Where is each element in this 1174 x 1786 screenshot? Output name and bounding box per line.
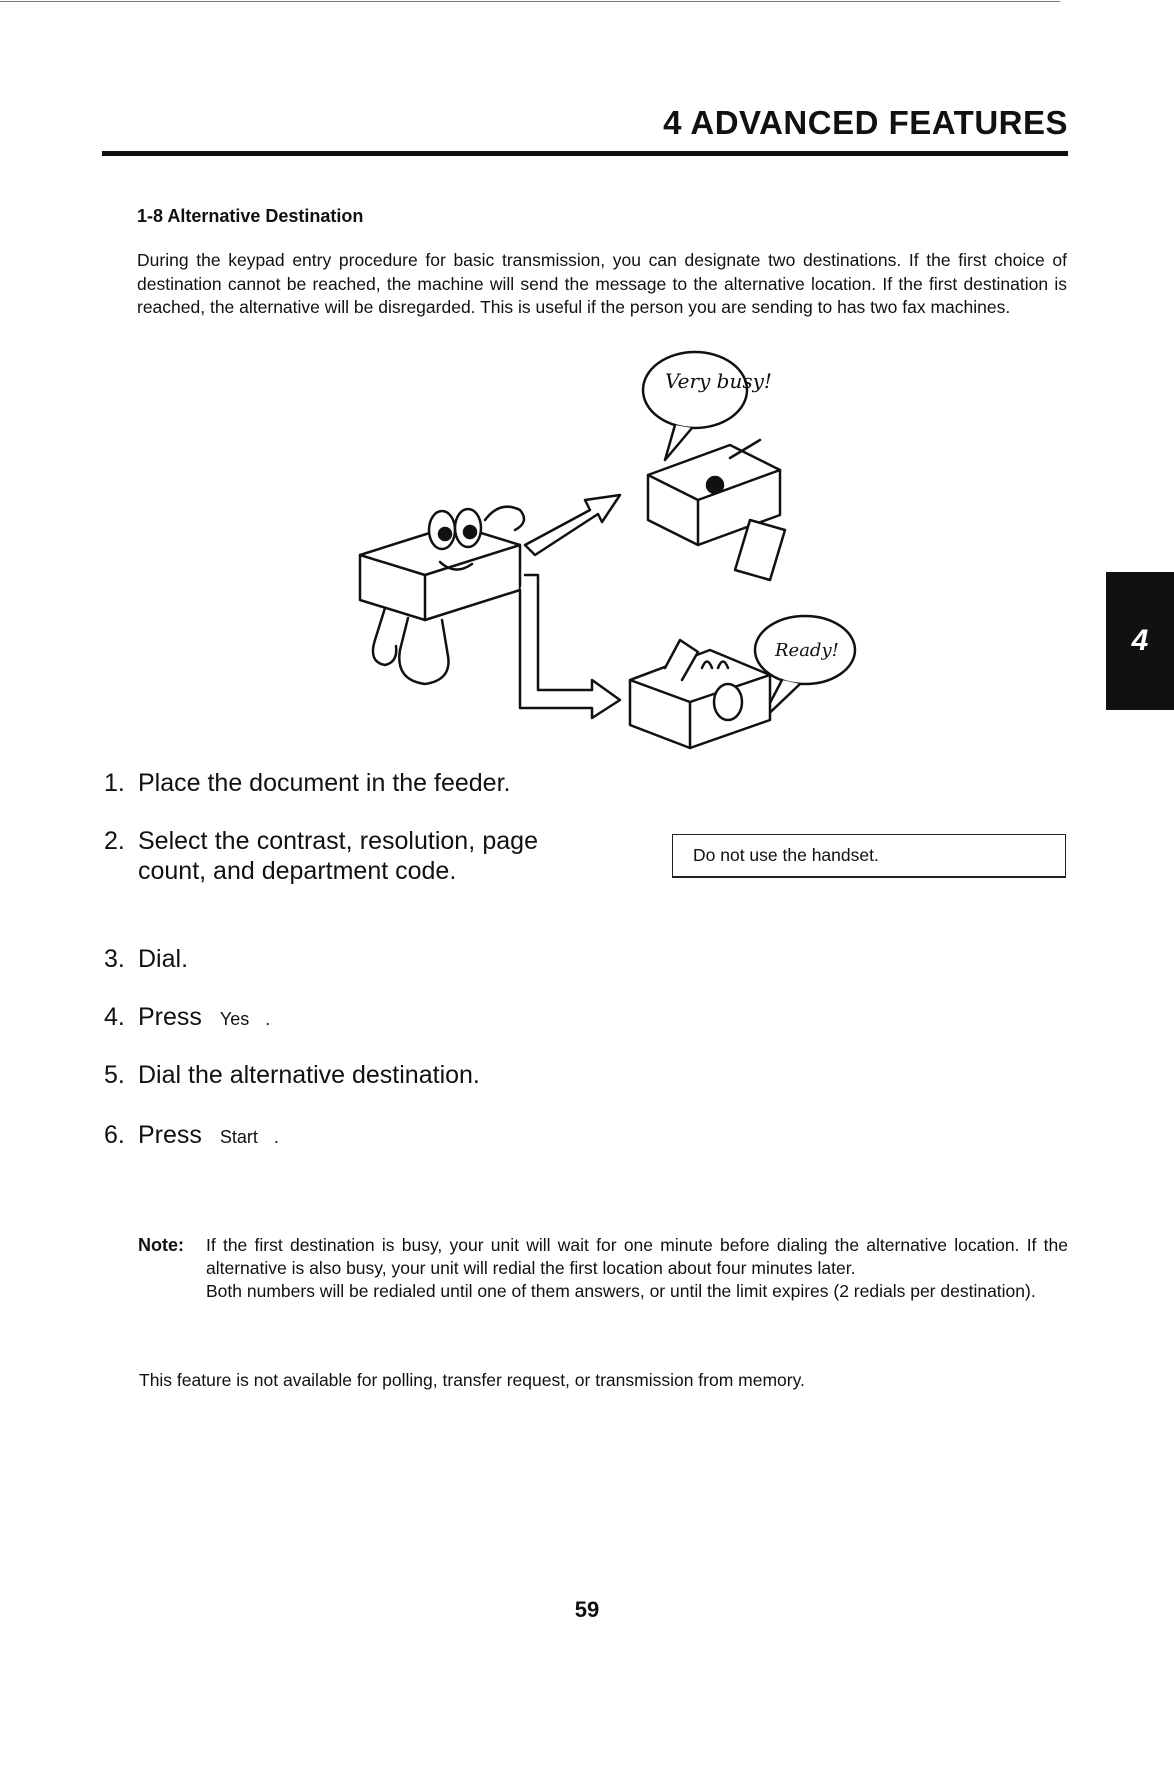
arrow-to-busy — [525, 495, 620, 555]
step-text — [138, 1002, 538, 1034]
yes-key: Yes — [219, 1009, 250, 1029]
step-text: Dial. — [138, 945, 189, 973]
section-heading: 1-8 Alternative Destination — [137, 206, 364, 226]
step-end: . — [265, 1009, 271, 1029]
step-number: 3. — [104, 945, 125, 973]
ready-fax-machine — [630, 616, 855, 748]
sender-fax-character — [360, 507, 524, 684]
availability-note: This feature is not available for polling, transfer request, or transmission from memory. — [139, 1370, 805, 1390]
top-rule — [0, 1, 1060, 2]
step-end: . — [273, 1127, 279, 1147]
step-text: Place the document in the feeder. — [138, 769, 511, 797]
step-number: 5. — [104, 1061, 125, 1089]
chapter-rule — [102, 151, 1068, 156]
step-label: Press — [138, 1003, 202, 1031]
notice-text: Do not use the handset. — [693, 845, 879, 865]
note-line-1: If the first destination is busy, your unit will wait for one minute before dialing the alternative location. If the alternative is also busy, your unit will redial the first location about four minutes later. — [206, 1235, 1068, 1278]
busy-bubble-text: Very busy! — [665, 369, 772, 393]
chapter-title: 4 ADVANCED FEATURES — [663, 104, 1068, 141]
step-label: Press — [138, 1121, 202, 1149]
start-key: Start — [219, 1127, 258, 1147]
side-tab-label: 4 — [1131, 624, 1149, 657]
ready-bubble-text: Ready! — [775, 640, 839, 661]
step-number: 6. — [104, 1121, 125, 1149]
note-body — [206, 1234, 1068, 1303]
intro-paragraph: During the keypad entry procedure for basic transmission, you can designate two destinations. If the first choice of destination cannot be reached, the machine will send the message to the alternative location. If the first destination is reached, the alternative will be disregarded. This is useful if the person you are sending to has two fax machines. — [137, 250, 1067, 317]
step-text: Dial the alternative destination. — [138, 1061, 480, 1089]
busy-fax-machine — [643, 352, 785, 580]
step-text — [138, 1120, 538, 1152]
fax-illustration — [330, 350, 890, 750]
step-number: 4. — [104, 1003, 125, 1031]
arrow-to-ready — [520, 575, 620, 718]
step-text: Select the contrast, resolution, page count, and department code. — [138, 827, 538, 885]
step-number: 2. — [104, 827, 125, 855]
chapter-side-tab — [1106, 572, 1174, 710]
notice-box — [672, 834, 1066, 878]
note-line-2: Both numbers will be redialed until one of them answers, or until the limit expires (2 redials per destination). — [206, 1281, 1036, 1301]
step-number: 1. — [104, 769, 125, 797]
page-number: 59 — [574, 1597, 600, 1622]
note-label: Note: — [138, 1235, 184, 1255]
